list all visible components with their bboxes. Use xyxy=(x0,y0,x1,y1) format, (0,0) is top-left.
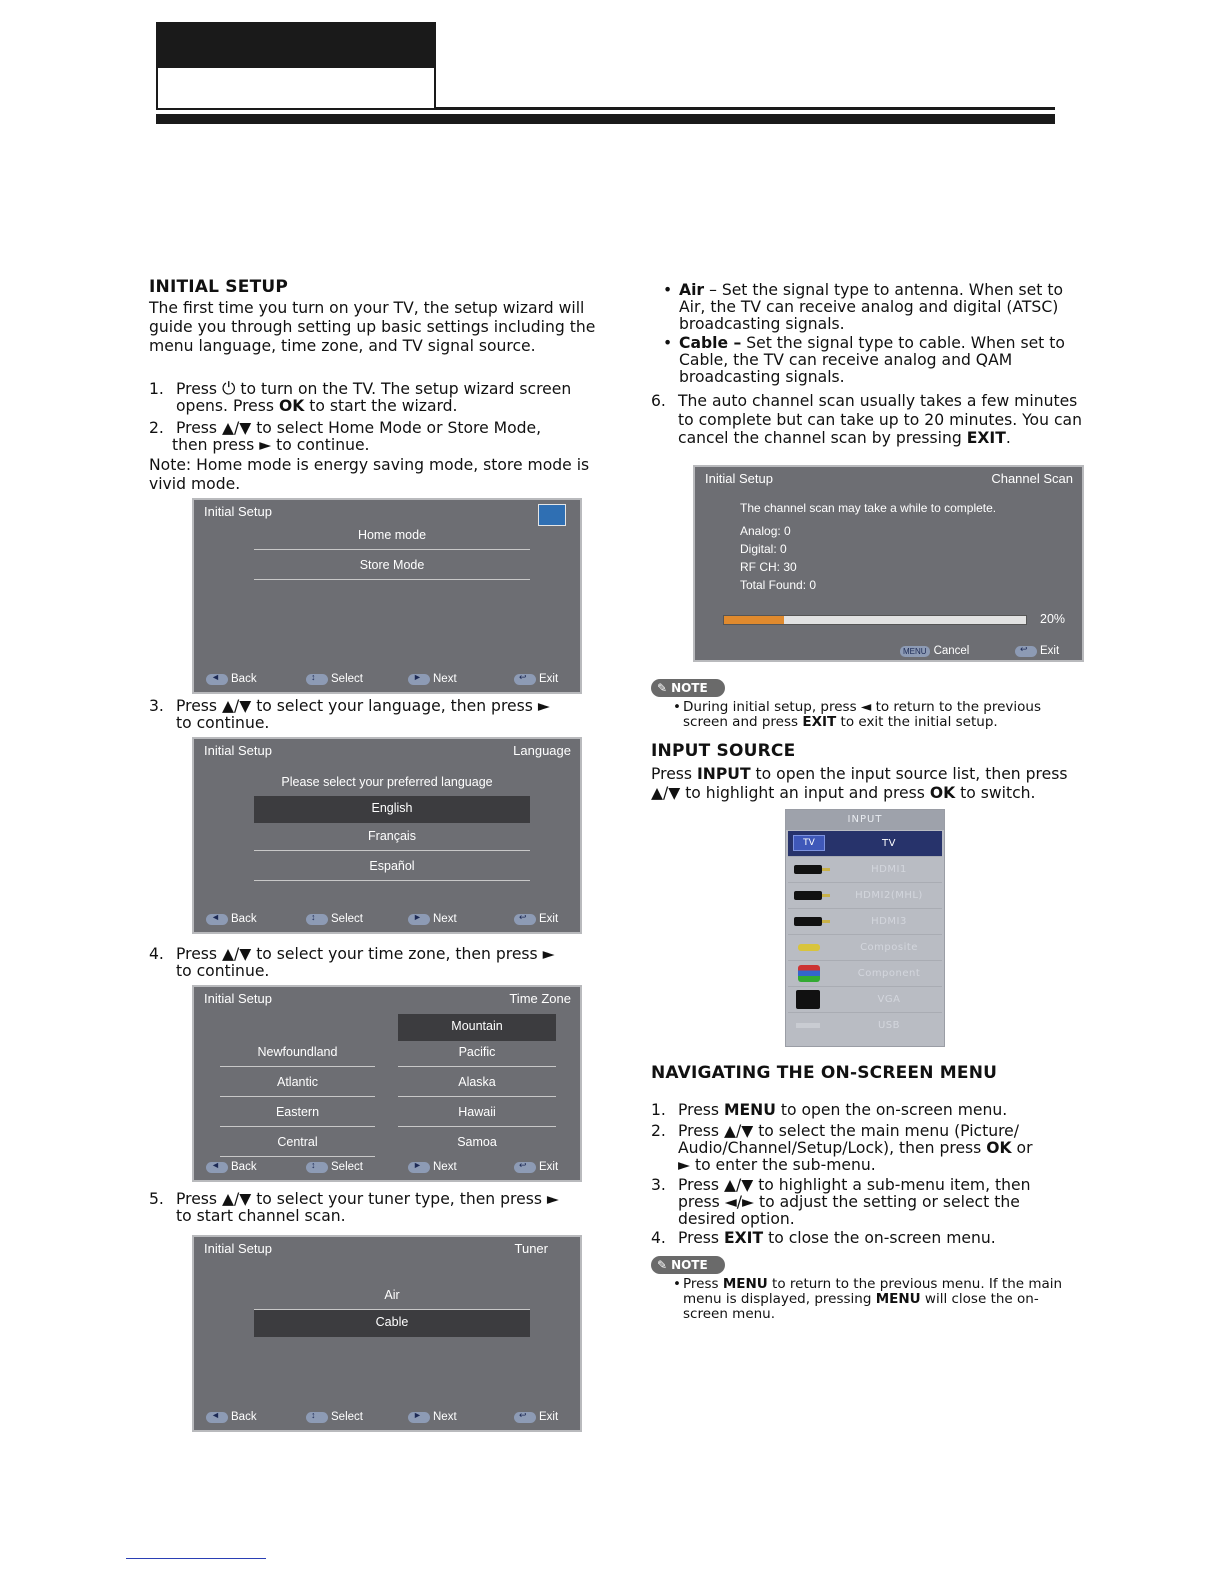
tz-eastern[interactable]: Eastern xyxy=(220,1100,375,1127)
exit-key[interactable]: ↩ Exit xyxy=(1015,645,1059,657)
scan-percent: 20% xyxy=(1040,612,1066,626)
screen-mode xyxy=(192,498,582,694)
tz-samoa[interactable]: Samoa xyxy=(457,1135,497,1149)
note-menu: • Press MENU to return to the previous menu. If the main menu is displayed, pressing MENU will close the on- screen menu. xyxy=(673,1276,1063,1322)
screen-footer: ◄ Back ↕ Select ► Next ↩ Exit xyxy=(194,1161,580,1177)
initial-setup-heading: INITIAL SETUP xyxy=(149,277,289,297)
scan-progress-bar xyxy=(723,615,1027,625)
input-item-hdmi3[interactable]: HDMI3 xyxy=(788,909,942,935)
intro-paragraph: The first time you turn on your TV, the setup wizard will guide you through setting up basic settings including the menu language, time zone, and TV signal source. xyxy=(149,299,596,355)
tz-newfoundland[interactable]: Newfoundland xyxy=(220,1040,375,1067)
language-prompt: Please select your preferred language xyxy=(281,775,493,789)
right-arrow-icon: ► xyxy=(408,914,430,925)
option-espanol[interactable]: Español xyxy=(254,854,530,881)
return-icon: ↩ xyxy=(1015,646,1037,657)
step-4: 4. Press ▲/▼ to select your time zone, then press ► to continue. xyxy=(149,945,555,980)
input-item-component[interactable]: Component xyxy=(788,961,942,987)
right-arrow-icon: ► xyxy=(408,1162,430,1173)
input-item-hdmi2[interactable]: HDMI2(MHL) xyxy=(788,883,942,909)
tz-hawaii[interactable]: Hawaii xyxy=(398,1100,556,1127)
input-source-heading: INPUT SOURCE xyxy=(651,741,796,761)
screen-channel-scan xyxy=(693,465,1084,662)
nav-step-4: 4. Press EXIT to close the on-screen menu. xyxy=(651,1229,996,1247)
return-icon: ↩ xyxy=(514,674,536,685)
nav-step-1: 1. Press MENU to open the on-screen menu. xyxy=(651,1101,1008,1119)
scan-analog: Analog: 0 xyxy=(740,524,791,538)
tz-mountain[interactable]: Mountain xyxy=(398,1014,556,1041)
scan-total-found: Total Found: 0 xyxy=(740,578,817,592)
cancel-key[interactable]: MENU Cancel xyxy=(900,645,969,657)
screen-subtitle: Tuner xyxy=(514,1241,548,1256)
hdmi-icon xyxy=(794,891,822,900)
component-plug-icon xyxy=(798,965,820,982)
step-3: 3. Press ▲/▼ to select your language, then press ► to continue. xyxy=(149,697,550,732)
input-item-tv[interactable]: TV TV xyxy=(788,831,942,857)
header-rule-thin xyxy=(436,107,1055,110)
navigating-heading: NAVIGATING THE ON-SCREEN MENU xyxy=(651,1063,998,1083)
screen-language xyxy=(192,737,582,934)
power-icon: ⏻ xyxy=(222,379,236,399)
scan-progress-fill xyxy=(724,616,784,624)
screen-timezone xyxy=(192,985,582,1182)
footer-link-line xyxy=(126,1558,266,1559)
bullet-cable: • Cable – Set the signal type to cable. When set to Cable, the TV can receive analog and QAM broadcasting signals. xyxy=(663,334,1065,386)
scan-rf-channel: RF CH: 30 xyxy=(740,560,797,574)
mode-note: Note: Home mode is energy saving mode, store mode is vivid mode. xyxy=(149,456,590,493)
input-source-text: Press INPUT to open the input source list, then press ▲/▼ to highlight an input and press OK to switch. xyxy=(651,765,1068,802)
pencil-icon: ✎ xyxy=(657,1258,668,1272)
option-english[interactable]: English xyxy=(254,796,530,823)
hdmi-icon xyxy=(794,917,822,926)
tz-atlantic[interactable]: Atlantic xyxy=(220,1070,375,1097)
usb-icon xyxy=(796,1023,820,1028)
input-item-composite[interactable]: Composite xyxy=(788,935,942,961)
left-arrow-icon: ◄ xyxy=(206,1162,228,1173)
screen-footer: ◄ Back ↕ Select ► Next ↩ Exit xyxy=(194,1411,580,1427)
screen-subtitle: Time Zone xyxy=(509,991,571,1006)
screen-title: Initial Setup xyxy=(204,1241,272,1256)
pencil-icon: ✎ xyxy=(657,681,668,695)
updown-arrow-icon: ↕ xyxy=(306,1162,328,1173)
composite-plug-icon xyxy=(798,944,820,951)
tz-pacific[interactable]: Pacific xyxy=(398,1040,556,1067)
screen-tuner xyxy=(192,1235,582,1432)
screen-title: Initial Setup xyxy=(705,471,773,486)
energy-star-icon xyxy=(538,504,566,526)
tz-alaska[interactable]: Alaska xyxy=(398,1070,556,1097)
option-home-mode[interactable]: Home mode xyxy=(254,523,530,550)
input-item-usb[interactable]: USB xyxy=(788,1013,942,1038)
step-1: 1. Press ⏻ to turn on the TV. The setup wizard screen opens. Press OK to start the wizard. xyxy=(149,379,572,415)
header-rule-thick xyxy=(156,114,1055,124)
screen-title: Initial Setup xyxy=(204,504,272,519)
step-5: 5. Press ▲/▼ to select your tuner type, then press ► to start channel scan. xyxy=(149,1190,559,1225)
note-initial-setup: • During initial setup, press ◄ to return to the previous screen and press EXIT to exit the initial setup. xyxy=(673,699,1042,730)
tz-central[interactable]: Central xyxy=(220,1130,375,1157)
left-arrow-icon: ◄ xyxy=(206,1412,228,1423)
vga-plug-icon xyxy=(796,990,820,1009)
option-air[interactable]: Air xyxy=(254,1283,530,1310)
header-box xyxy=(156,68,436,110)
input-item-hdmi1[interactable]: HDMI1 xyxy=(788,857,942,883)
return-icon: ↩ xyxy=(514,1162,536,1173)
left-arrow-icon: ◄ xyxy=(206,674,228,685)
option-store-mode[interactable]: Store Mode xyxy=(254,553,530,580)
screen-footer: ◄ Back ↕ Select ► Next ↩ Exit xyxy=(194,913,580,929)
hdmi-icon xyxy=(794,865,822,874)
scan-digital: Digital: 0 xyxy=(740,542,787,556)
input-list-title: INPUT xyxy=(786,810,944,830)
screen-subtitle: Language xyxy=(513,743,571,758)
scan-message: The channel scan may take a while to complete. xyxy=(740,501,997,515)
screen-title: Initial Setup xyxy=(204,991,272,1006)
input-source-list xyxy=(785,809,945,1047)
tv-icon: TV xyxy=(793,835,825,851)
updown-arrow-icon: ↕ xyxy=(306,914,328,925)
screen-title: Initial Setup xyxy=(204,743,272,758)
left-arrow-icon: ◄ xyxy=(206,914,228,925)
nav-step-2: 2. Press ▲/▼ to select the main menu (Picture/ Audio/Channel/Setup/Lock), then press OK or ► to enter the sub-menu. xyxy=(651,1122,1033,1174)
step-2: 2. Press ▲/▼ to select Home Mode or Store Mode, then press ► to continue. xyxy=(149,419,542,454)
menu-key-icon: MENU xyxy=(900,646,930,657)
return-icon: ↩ xyxy=(514,914,536,925)
note-badge: ✎ NOTE xyxy=(651,679,725,697)
step-6: 6. The auto channel scan usually takes a few minutes to complete but can take up to 20 minutes. You can cancel the channel scan by pressing EXIT. xyxy=(651,392,1082,447)
nav-step-3: 3. Press ▲/▼ to highlight a sub-menu item, then press ◄/► to adjust the setting or select the desired option. xyxy=(651,1176,1031,1228)
right-arrow-icon: ► xyxy=(408,674,430,685)
screen-footer: ◄ Back ↕ Select ► Next ↩ Exit xyxy=(194,673,580,689)
updown-arrow-icon: ↕ xyxy=(306,674,328,685)
return-icon: ↩ xyxy=(514,1412,536,1423)
option-francais[interactable]: Français xyxy=(254,824,530,851)
bullet-air: • Air – Set the signal type to antenna. When set to Air, the TV can receive analog and digital (ATSC) broadcasting signals. xyxy=(663,281,1063,333)
input-item-vga[interactable]: VGA xyxy=(788,987,942,1013)
option-cable[interactable]: Cable xyxy=(254,1310,530,1337)
note-badge: ✎ NOTE xyxy=(651,1256,725,1274)
screen-subtitle: Channel Scan xyxy=(991,471,1073,486)
updown-arrow-icon: ↕ xyxy=(306,1412,328,1423)
right-arrow-icon: ► xyxy=(408,1412,430,1423)
header-block xyxy=(156,22,436,68)
